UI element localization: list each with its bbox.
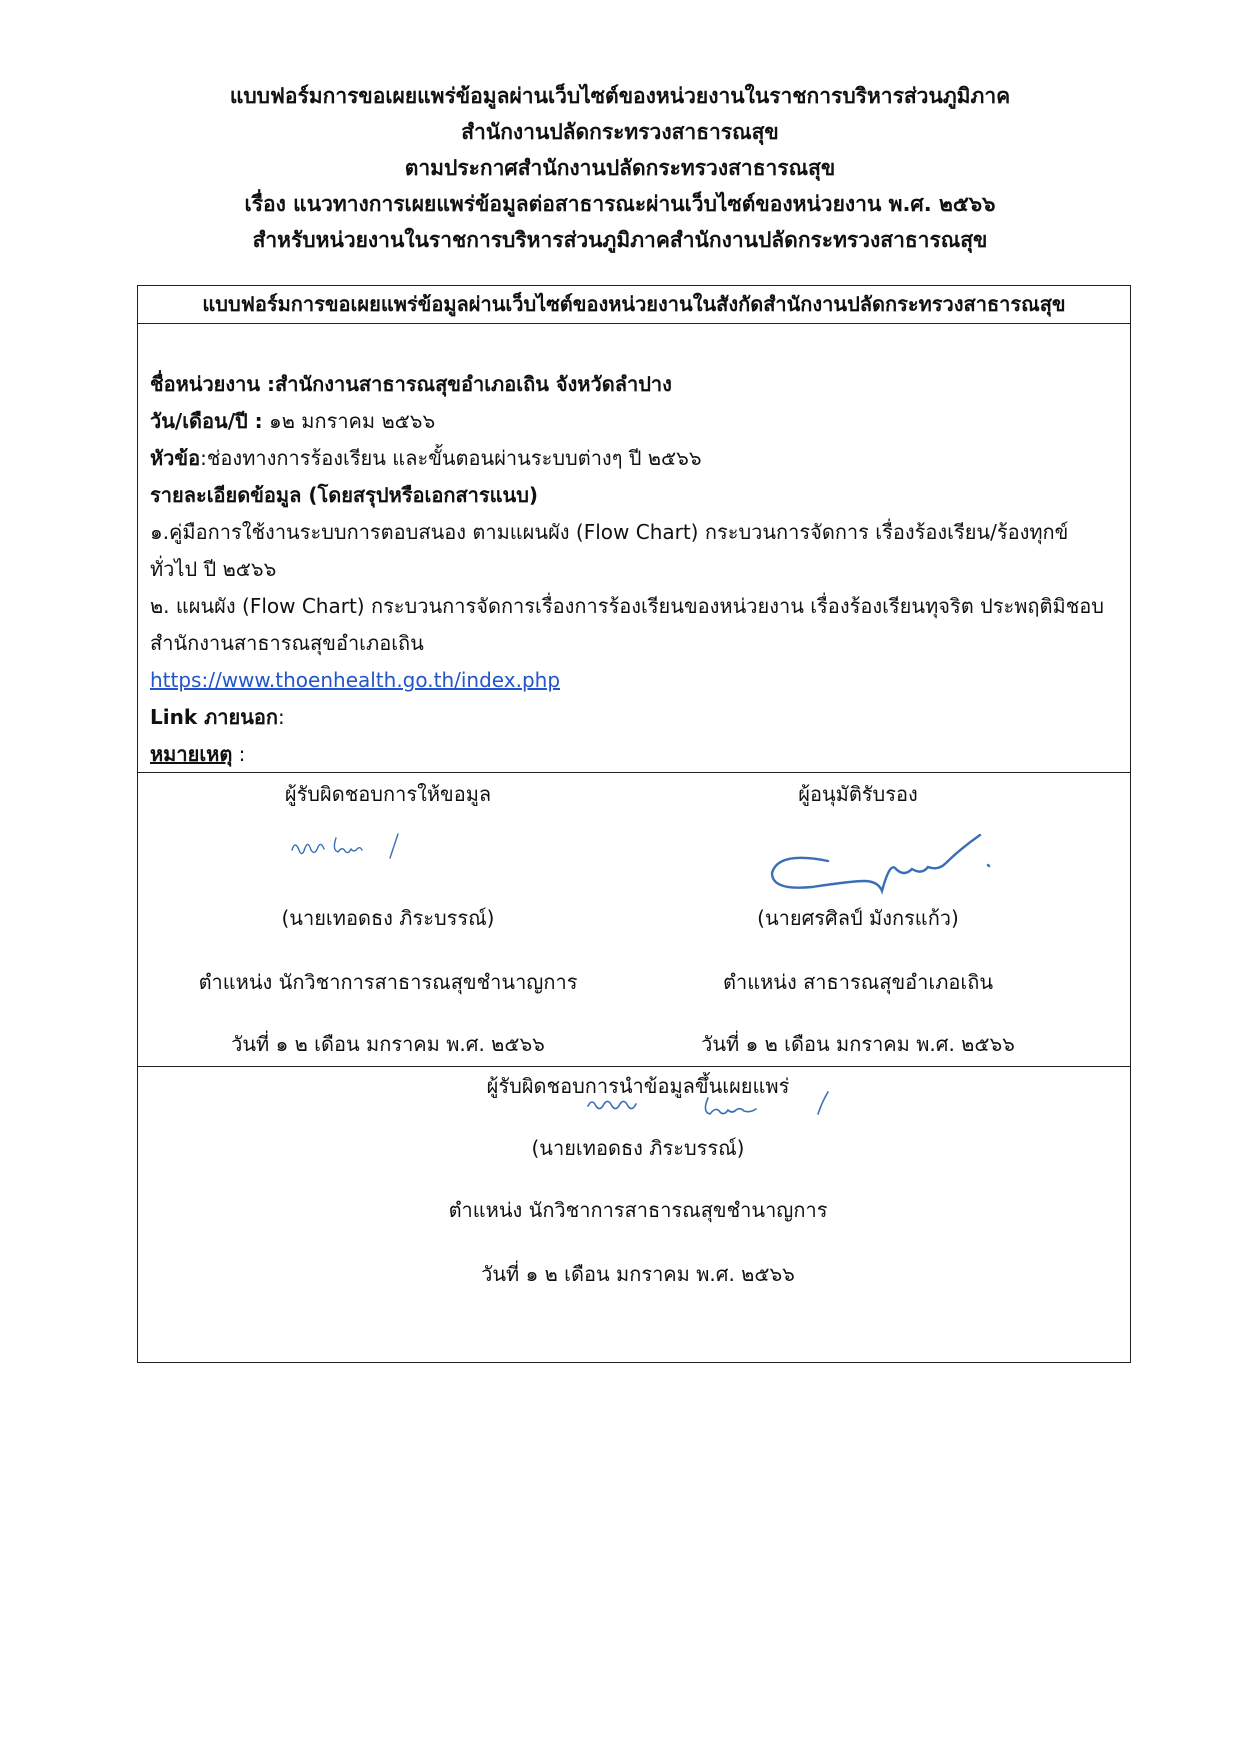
detail-item-2: ๒. แผนผัง (Flow Chart) กระบวนการจัดการเรื่องการร้องเรียนของหน่วยงาน เรื่องร้องเรียนทุจริต ประพฤติมิชอบ สำนักงานสาธารณสุขอำเภอเถิน: [150, 594, 1104, 655]
approver-date: วันที่ ๑ ๒ เดือน มกราคม พ.ศ. ๒๕๖๖: [701, 1032, 1015, 1056]
provider-signature-image: [288, 828, 428, 864]
topic-value: :ช่องทางการร้องเรียน และขั้นตอนผ่านระบบต่างๆ ปี ๒๕๖๖: [200, 446, 702, 470]
date-value: ๑๒ มกราคม ๒๕๖๖: [262, 409, 436, 433]
header-line-5: สำหรับหน่วยงานในราชการบริหารส่วนภูมิภาคสำนักงานปลัดกระทรวงสาธารณสุข: [252, 228, 988, 252]
external-link-label: Link ภายนอก: [150, 705, 279, 729]
form-title: แบบฟอร์มการขอเผยแพร่ข้อมูลผ่านเว็บไซต์ของหน่วยงานในสังกัดสำนักงานปลัดกระทรวงสาธารณสุข: [138, 286, 1130, 324]
section-divider: [138, 1066, 1130, 1067]
form-info: [150, 366, 1110, 773]
form-frame: [137, 285, 1131, 1363]
agency-url-link[interactable]: https://www.thoenhealth.go.th/index.php: [150, 668, 561, 692]
remark-label: หมายเหตุ: [150, 742, 233, 766]
header-line-1: แบบฟอร์มการขอเผยแพร่ข้อมูลผ่านเว็บไซต์ของหน่วยงานในราชการบริหารส่วนภูมิภาค: [229, 84, 1011, 108]
topic-row: [150, 440, 1110, 477]
provider-date: วันที่ ๑ ๒ เดือน มกราคม พ.ศ. ๒๕๖๖: [231, 1032, 545, 1056]
header-line-3: ตามประกาศสำนักงานปลัดกระทรวงสาธารณสุข: [404, 156, 836, 180]
agency-label: ชื่อหน่วยงาน :: [150, 372, 276, 396]
date-label: วัน/เดือน/ปี :: [150, 409, 263, 433]
external-link-row: [150, 699, 1110, 736]
provider-name: (นายเทอดธง ภิระบรรณ์): [281, 906, 495, 930]
publisher-position: ตำแหน่ง นักวิชาการสาธารณสุขชำนาญการ: [448, 1198, 828, 1222]
external-link-colon: :: [278, 705, 285, 729]
topic-label: หัวข้อ: [150, 446, 201, 470]
agency-row: [150, 366, 1110, 403]
header-line-4: เรื่อง แนวทางการเผยแพร่ข้อมูลต่อสาธารณะผ่านเว็บไซต์ของหน่วยงาน พ.ศ. ๒๕๖๖: [244, 192, 996, 216]
publisher-name: (นายเทอดธง ภิระบรรณ์): [531, 1136, 745, 1160]
remark-colon: :: [232, 742, 246, 766]
publisher-date: วันที่ ๑ ๒ เดือน มกราคม พ.ศ. ๒๕๖๖: [481, 1262, 795, 1286]
header-line-2: สำนักงานปลัดกระทรวงสาธารณสุข: [461, 120, 779, 144]
detail-item-1: ๑.คู่มือการใช้งานระบบการตอบสนอง ตามแผนผัง (Flow Chart) กระบวนการจัดการ เรื่องร้องเรียน/ร้องทุกข์ทั่วไป ปี ๒๕๖๖: [150, 520, 1069, 581]
approver-name: (นายศรศิลป์ มังกรแก้ว): [757, 906, 959, 930]
document-header: [0, 78, 1240, 258]
provider-position: ตำแหน่ง นักวิชาการสาธารณสุขชำนาญการ: [198, 970, 578, 994]
approver-signature-image: [768, 833, 1008, 903]
provider-role: ผู้รับผิดชอบการให้ขอมูล: [284, 782, 492, 806]
details-label: รายละเอียดข้อมูล (โดยสรุปหรือเอกสารแนบ): [150, 483, 539, 507]
approver-position: ตำแหน่ง สาธารณสุขอำเภอเถิน: [722, 970, 994, 994]
date-row: [150, 403, 1110, 440]
remark-row: [150, 736, 1110, 773]
publisher-role: ผู้รับผิดชอบการนำข้อมูลขึ้นเผยแพร่: [486, 1074, 790, 1098]
section-divider: [138, 772, 1130, 773]
approver-role: ผู้อนุมัติรับรอง: [798, 782, 918, 806]
publisher-signature-image: [578, 1088, 858, 1128]
agency-value: สำนักงานสาธารณสุขอำเภอเถิน จังหวัดลำปาง: [275, 372, 672, 396]
